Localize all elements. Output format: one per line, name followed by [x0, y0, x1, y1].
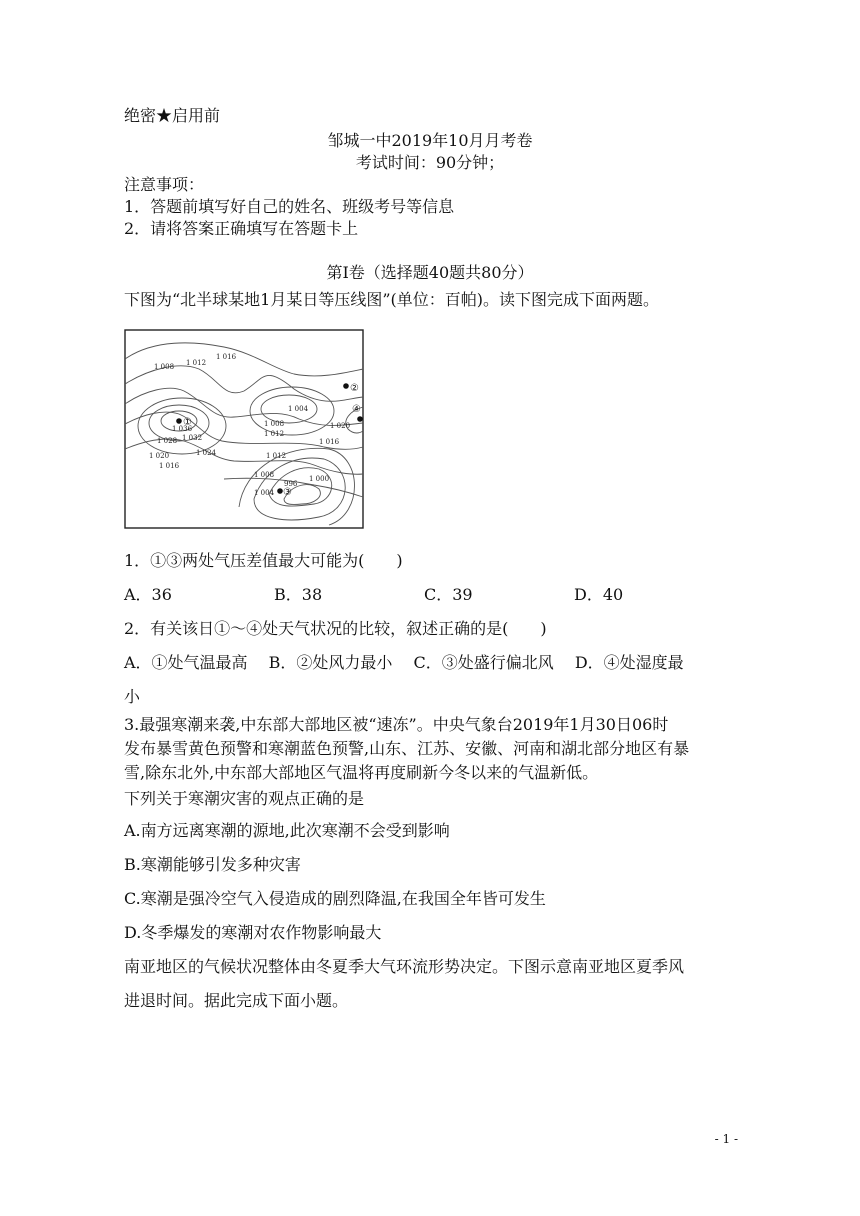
isobar-label: 1 004: [254, 489, 275, 497]
south-asia-intro-line-2: 进退时间。据此完成下面小题。: [124, 991, 349, 1010]
isobar-label: 1 032: [182, 434, 203, 442]
isobar-label: 1 016: [159, 462, 180, 470]
south-asia-intro-line-1: 南亚地区的气候状况整体由冬夏季大气环流形势决定。下图示意南亚地区夏季风: [124, 957, 685, 976]
intro-text: 下图为“北半球某地1月某日等压线图”(单位：百帕)。读下图完成下面两题。: [124, 290, 660, 309]
point-label-3: ③: [283, 487, 292, 498]
q3-stem: 下列关于寒潮灾害的观点正确的是: [124, 789, 365, 808]
q1-option-b: B．38: [274, 585, 323, 604]
notice-item-1: 1．答题前填写好自己的姓名、班级考号等信息: [124, 197, 455, 216]
isobar-label: 1 012: [264, 430, 285, 438]
q3-paragraph-line-2: 发布暴雪黄色预警和寒潮蓝色预警,山东、江苏、安徽、河南和湖北部分地区有暴: [124, 739, 690, 758]
notice-item-2: 2．请将答案正确填写在答题卡上: [124, 219, 359, 238]
confidential-mark: 绝密★启用前: [124, 106, 221, 125]
q2-options: A．①处气温最高 B．②处风力最小 C．③处盛行偏北风 D．④处湿度最: [124, 653, 684, 672]
q3-option-a: A.南方远离寒潮的源地,此次寒潮不会受到影响: [124, 821, 450, 840]
isobar-label: 1 004: [288, 405, 309, 413]
isobar-label: 996: [284, 480, 298, 488]
point-label-2: ②: [350, 383, 359, 394]
isobar-label: 1 024: [196, 449, 217, 457]
isobar-label: 1 028: [157, 437, 178, 445]
notice-heading: 注意事项：: [124, 175, 205, 194]
q1-options: [124, 585, 744, 605]
q1-option-c: C．39: [424, 585, 473, 604]
point-label-4: ④: [352, 404, 361, 415]
q2-stem: 2．有关该日①～④处天气状况的比较，叙述正确的是( ): [124, 619, 547, 638]
isobar-label: 1 020: [149, 452, 170, 460]
q1-stem: 1．①③两处气压差值最大可能为( ): [124, 551, 403, 570]
q3-option-b: B.寒潮能够引发多种灾害: [124, 855, 301, 874]
isobar-label: 1 008: [264, 420, 285, 428]
isobar-label: 1 016: [216, 353, 237, 361]
q1-option-a: A．36: [124, 585, 172, 604]
page-number: - 1 -: [714, 1132, 738, 1146]
exam-time: 考试时间：90分钟；: [355, 153, 505, 172]
q3-paragraph-line-3: 雪,除东北外,中东部大部地区气温将再度刷新今冬以来的气温新低。: [124, 763, 599, 782]
section-title: 第I卷（选择题40题共80分）: [326, 263, 534, 282]
q3-option-d: D.冬季爆发的寒潮对农作物影响最大: [124, 923, 382, 942]
isobar-label: 1 016: [319, 438, 340, 446]
isobar-label: 1 020: [330, 422, 351, 430]
point-label-1: ①: [183, 417, 192, 428]
q2-options-wrap: 小: [124, 687, 141, 706]
q3-option-c: C.寒潮是强冷空气入侵造成的剧烈降温,在我国全年皆可发生: [124, 889, 546, 908]
isobar-label: 1 012: [186, 359, 207, 367]
isobar-label: 1 036: [172, 425, 193, 433]
q3-paragraph-line-1: 3.最强寒潮来袭,中东部大部地区被“速冻”。中央气象台2019年1月30日06时: [124, 715, 669, 734]
isobar-label: 1 012: [266, 452, 287, 460]
isobar-map: [124, 329, 364, 529]
isobar-label: 1 000: [309, 475, 330, 483]
q1-option-d: D．40: [574, 585, 624, 604]
isobar-label: 1 008: [254, 471, 275, 479]
exam-title: 邹城一中2019年10月月考卷: [327, 131, 533, 150]
isobar-label: 1 008: [154, 363, 175, 371]
